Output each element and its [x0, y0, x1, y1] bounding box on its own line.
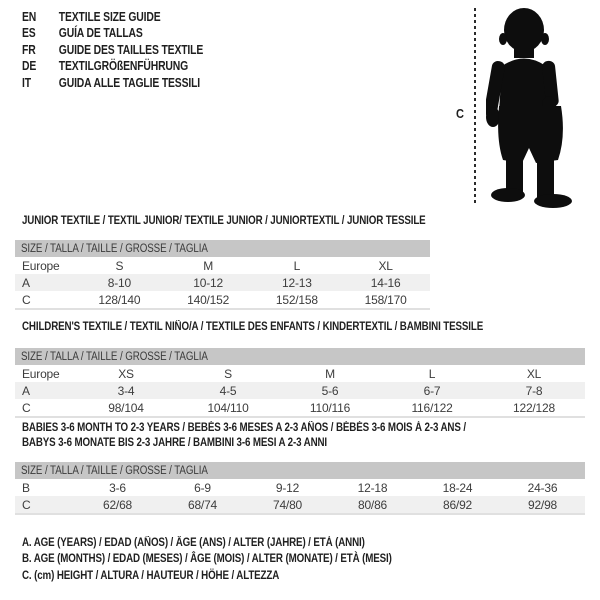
value-cell: 18-24 — [442, 480, 473, 495]
value-cell: 152/158 — [275, 292, 318, 307]
table-title — [22, 214, 513, 229]
size-header-label: SIZE / TALLA / TAILLE / GRÖSSE / TAGLIA — [20, 350, 208, 363]
table-row — [15, 365, 585, 382]
value-cell: 6-9 — [194, 480, 211, 495]
language-row — [22, 42, 203, 58]
language-row — [22, 75, 203, 91]
size-header-bar — [15, 240, 430, 257]
footnote-c: C. (cm) HEIGHT / ALTURA / HAUTEUR / HÖHE / ALTEZZA — [22, 569, 280, 582]
table-row — [15, 274, 430, 291]
value-cell: 122/128 — [513, 400, 555, 415]
value-cell: 24-36 — [527, 480, 558, 495]
language-row — [22, 25, 203, 41]
language-row — [22, 58, 203, 74]
value-cell: 86/92 — [442, 497, 473, 512]
value-cell: 14-16 — [370, 275, 401, 290]
value-cell: 128/140 — [98, 292, 141, 307]
size-table — [15, 348, 585, 418]
height-dotted-line — [474, 8, 476, 206]
language-label: TEXTILGRÖßENFÜHRUNG — [58, 58, 189, 74]
language-label: GUIDE DES TAILLES TEXTILE — [58, 41, 204, 57]
language-code: IT — [22, 74, 31, 90]
row-label-cell: Europe — [22, 258, 60, 273]
table-row — [15, 399, 585, 416]
language-code: FR — [22, 41, 36, 57]
value-cell: 74/80 — [272, 497, 303, 512]
language-code: ES — [22, 25, 36, 41]
value-cell: M — [203, 258, 214, 273]
table-title-line: BABIES 3-6 MONTH TO 2-3 YEARS / BEBÉS 3-6 MESES A 2-3 AÑOS / BÉBÉS 3-6 MOIS À 2-3 ANS / — [22, 422, 466, 434]
table-row — [15, 382, 585, 399]
table-row — [15, 479, 585, 496]
height-measure-label: C — [456, 106, 464, 121]
value-cell: 116/122 — [411, 400, 453, 415]
table-row — [15, 496, 585, 513]
value-cell: 3-4 — [117, 383, 135, 398]
babies-textile-section — [0, 421, 600, 515]
childrens-textile-section — [0, 320, 600, 418]
size-header-label: SIZE / TALLA / TAILLE / GRÖSSE / TAGLIA — [20, 242, 208, 255]
value-cell: 12-13 — [282, 275, 312, 290]
value-cell: 104/110 — [207, 400, 249, 415]
value-cell: 10-12 — [193, 275, 223, 290]
size-header-bar — [15, 348, 585, 365]
size-table — [15, 462, 585, 515]
language-code: DE — [22, 58, 37, 74]
language-row — [22, 9, 203, 25]
junior-textile-section — [0, 214, 600, 310]
row-label-cell: C — [22, 292, 31, 307]
table-title — [22, 421, 513, 451]
footnote-a: A. AGE (YEARS) / EDAD (AÑOS) / ÂGE (ANS) / ALTER (JAHRE) / ETÀ (ANNI) — [22, 537, 365, 549]
value-cell: 5-6 — [321, 383, 339, 398]
value-cell: XL — [378, 258, 393, 273]
value-cell: 140/152 — [187, 292, 230, 307]
row-label-cell: C — [22, 497, 31, 512]
size-table — [15, 240, 430, 310]
value-cell: S — [224, 366, 232, 381]
value-cell: 92/98 — [527, 497, 558, 512]
row-label-cell: B — [22, 480, 30, 495]
value-cell: 80/86 — [357, 497, 388, 512]
table-title-line: CHILDREN'S TEXTILE / TEXTIL NIÑO/A / TEXTILE DES ENFANTS / KINDERTEXTIL / BAMBINI TESSILE — [22, 321, 484, 333]
value-cell: 6-7 — [423, 383, 441, 398]
value-cell: 8-10 — [107, 275, 131, 290]
row-label-cell: A — [22, 383, 30, 398]
language-label: GUÍA DE TALLAS — [58, 25, 143, 41]
language-code: EN — [22, 9, 37, 24]
value-cell: XS — [118, 366, 134, 381]
value-cell: 62/68 — [102, 497, 133, 512]
row-label-cell: C — [22, 400, 31, 415]
row-label-cell: A — [22, 275, 30, 290]
size-header-bar — [15, 462, 585, 479]
value-cell: XL — [526, 366, 542, 381]
value-cell: 9-12 — [275, 480, 300, 495]
language-label: TEXTILE SIZE GUIDE — [58, 9, 161, 24]
row-label-cell: Europe — [22, 366, 60, 381]
value-cell: M — [325, 366, 335, 381]
size-header-label: SIZE / TALLA / TAILLE / GRÖSSE / TAGLIA — [20, 464, 208, 477]
baby-silhouette-icon — [486, 6, 596, 208]
value-cell: 4-5 — [219, 383, 237, 398]
table-title-line: JUNIOR TEXTILE / TEXTIL JUNIOR/ TEXTILE JUNIOR / JUNIORTEXTIL / JUNIOR TESSILE — [22, 215, 426, 227]
value-cell: L — [428, 366, 436, 381]
table-row — [15, 291, 430, 308]
value-cell: 7-8 — [525, 383, 543, 398]
language-list — [22, 9, 203, 91]
value-cell: 12-18 — [357, 480, 388, 495]
value-cell: 68/74 — [187, 497, 218, 512]
language-label: GUIDA ALLE TAGLIE TESSILI — [58, 74, 201, 90]
value-cell: L — [293, 258, 301, 273]
value-cell: 110/116 — [309, 400, 351, 415]
footnote-b: B. AGE (MONTHS) / EDAD (MESES) / ÂGE (MOIS) / ALTER (MONATE) / ETÀ (MESI) — [22, 553, 392, 566]
table-row — [15, 257, 430, 274]
value-cell: 158/170 — [364, 292, 407, 307]
value-cell: 98/104 — [108, 400, 144, 415]
value-cell: S — [115, 258, 124, 273]
value-cell: 3-6 — [109, 480, 126, 495]
table-title — [22, 320, 513, 335]
table-title-line: BABYS 3-6 MONATE BIS 2-3 JAHRE / BAMBINI 3-6 MESI A 2-3 ANNI — [22, 437, 328, 449]
footnotes — [22, 535, 392, 584]
